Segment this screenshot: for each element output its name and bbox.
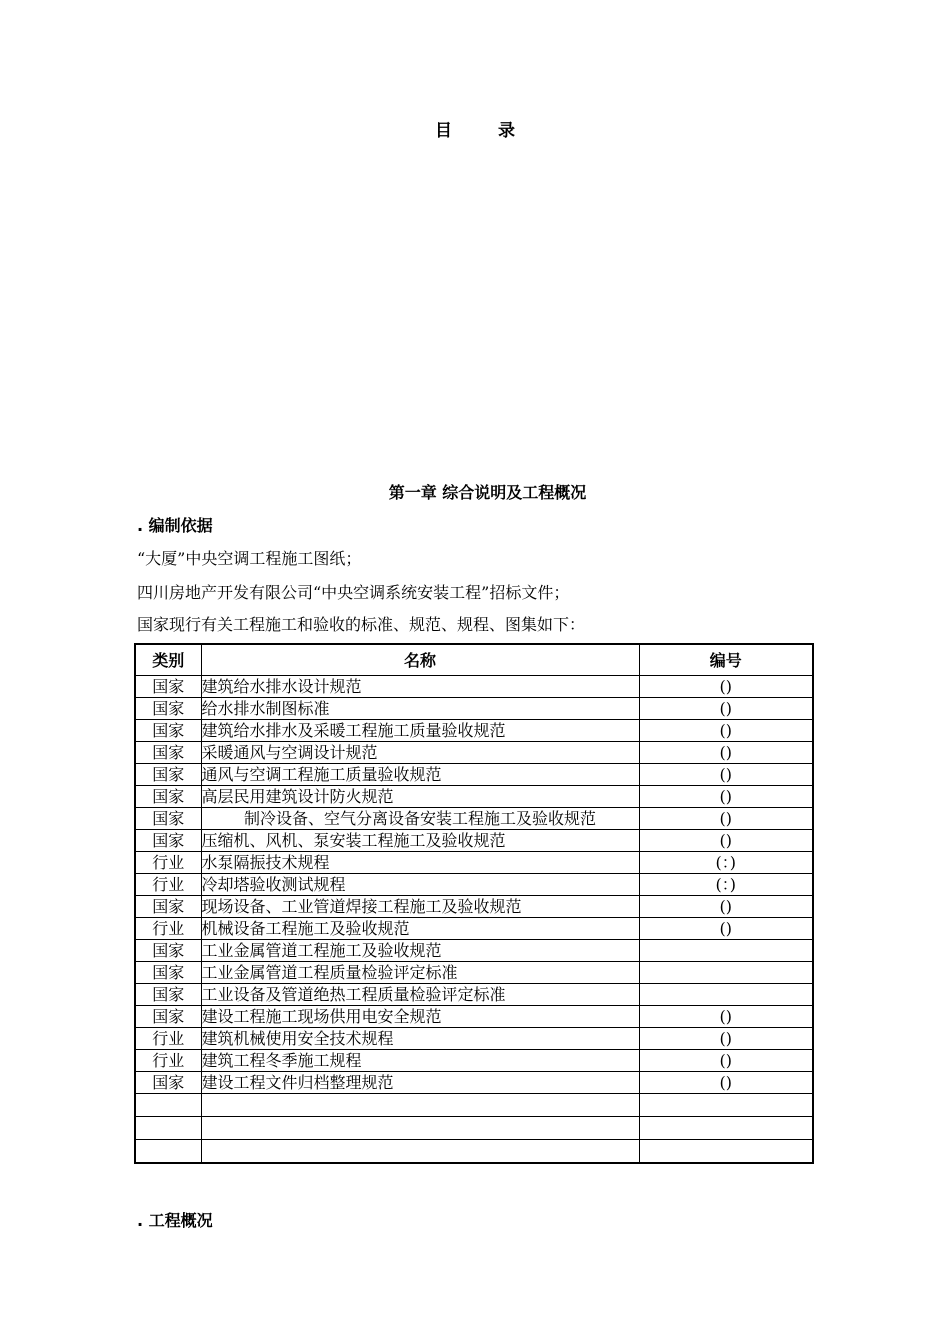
row-category: 行业	[135, 1028, 201, 1050]
row-category: 国家	[135, 962, 201, 984]
table-row	[135, 852, 813, 874]
row-code: ()	[639, 808, 813, 830]
table-row	[135, 984, 813, 1006]
row-name: 高层民用建筑设计防火规范	[201, 786, 639, 808]
row-code	[639, 984, 813, 1006]
header-code: 编号	[639, 644, 813, 676]
row-code: ()	[639, 676, 813, 698]
row-name: 制冷设备、空气分离设备安装工程施工及验收规范	[201, 808, 639, 830]
row-category: 行业	[135, 874, 201, 896]
row-category: 国家	[135, 1072, 201, 1094]
header-category: 类别	[135, 644, 201, 676]
empty-cell	[135, 1117, 201, 1140]
table-row	[135, 830, 813, 852]
row-code: ()	[639, 1050, 813, 1072]
row-category: 国家	[135, 830, 201, 852]
row-code: ()	[639, 720, 813, 742]
section-heading-overview: . 工程概况	[137, 1211, 213, 1230]
row-category: 国家	[135, 764, 201, 786]
row-name: 建筑给水排水设计规范	[201, 676, 639, 698]
row-category: 国家	[135, 940, 201, 962]
table-row	[135, 720, 813, 742]
row-category: 行业	[135, 1050, 201, 1072]
table-row	[135, 1028, 813, 1050]
row-category: 国家	[135, 808, 201, 830]
row-code: ()	[639, 1028, 813, 1050]
row-code: ()	[639, 918, 813, 940]
empty-cell	[201, 1117, 639, 1140]
table-row	[135, 918, 813, 940]
row-name: 建筑机械使用安全技术规程	[201, 1028, 639, 1050]
table-header-row	[135, 644, 813, 676]
table-row	[135, 874, 813, 896]
row-name: 机械设备工程施工及验收规范	[201, 918, 639, 940]
table-row-empty	[135, 1117, 813, 1140]
table-row	[135, 896, 813, 918]
table-row-empty	[135, 1140, 813, 1164]
row-category: 国家	[135, 896, 201, 918]
table-row	[135, 786, 813, 808]
row-code: (：)	[639, 874, 813, 896]
row-code: ()	[639, 786, 813, 808]
row-code: ()	[639, 742, 813, 764]
empty-cell	[639, 1117, 813, 1140]
standards-table	[134, 643, 814, 1164]
row-name: 水泵隔振技术规程	[201, 852, 639, 874]
table-row	[135, 808, 813, 830]
header-name: 名称	[201, 644, 639, 676]
table-row	[135, 1050, 813, 1072]
row-category: 国家	[135, 786, 201, 808]
row-category: 国家	[135, 676, 201, 698]
row-name: 通风与空调工程施工质量验收规范	[201, 764, 639, 786]
row-name: 建设工程施工现场供用电安全规范	[201, 1006, 639, 1028]
table-row-empty	[135, 1094, 813, 1117]
row-name: 工业设备及管道绝热工程质量检验评定标准	[201, 984, 639, 1006]
row-code: ()	[639, 1006, 813, 1028]
row-category: 国家	[135, 742, 201, 764]
row-category: 行业	[135, 852, 201, 874]
row-name: 建设工程文件归档整理规范	[201, 1072, 639, 1094]
empty-cell	[135, 1094, 201, 1117]
table-row	[135, 962, 813, 984]
empty-cell	[201, 1094, 639, 1117]
row-code	[639, 962, 813, 984]
row-code: ()	[639, 764, 813, 786]
row-name: 压缩机、风机、泵安装工程施工及验收规范	[201, 830, 639, 852]
row-name: 采暖通风与空调设计规范	[201, 742, 639, 764]
table-row	[135, 1006, 813, 1028]
row-name: 冷却塔验收测试规程	[201, 874, 639, 896]
table-row	[135, 940, 813, 962]
row-code: ()	[639, 698, 813, 720]
row-name: 现场设备、工业管道焊接工程施工及验收规范	[201, 896, 639, 918]
paragraph-drawings: “大厦”中央空调工程施工图纸；	[137, 549, 362, 568]
table-row	[135, 676, 813, 698]
row-category: 国家	[135, 720, 201, 742]
row-category: 国家	[135, 1006, 201, 1028]
paragraph-tender: 四川房地产开发有限公司“中央空调系统安装工程”招标文件；	[137, 583, 570, 602]
table-row	[135, 698, 813, 720]
row-category: 国家	[135, 698, 201, 720]
row-name: 建筑给水排水及采暖工程施工质量验收规范	[201, 720, 639, 742]
empty-cell	[639, 1094, 813, 1117]
row-code: (：)	[639, 852, 813, 874]
table-row	[135, 764, 813, 786]
row-category: 国家	[135, 984, 201, 1006]
toc-title: 目 录	[435, 121, 535, 141]
empty-cell	[639, 1140, 813, 1164]
row-code: ()	[639, 830, 813, 852]
empty-cell	[135, 1140, 201, 1164]
row-name: 工业金属管道工程施工及验收规范	[201, 940, 639, 962]
paragraph-standards: 国家现行有关工程施工和验收的标准、规范、规程、图集如下：	[137, 615, 586, 634]
row-name: 给水排水制图标准	[201, 698, 639, 720]
table-row	[135, 742, 813, 764]
row-name: 工业金属管道工程质量检验评定标准	[201, 962, 639, 984]
row-category: 行业	[135, 918, 201, 940]
table-row	[135, 1072, 813, 1094]
section-heading-basis: . 编制依据	[137, 516, 213, 535]
row-name: 建筑工程冬季施工规程	[201, 1050, 639, 1072]
chapter-title: 第一章 综合说明及工程概况	[388, 483, 587, 502]
row-code: ()	[639, 1072, 813, 1094]
row-code: ()	[639, 896, 813, 918]
empty-cell	[201, 1140, 639, 1164]
row-code	[639, 940, 813, 962]
